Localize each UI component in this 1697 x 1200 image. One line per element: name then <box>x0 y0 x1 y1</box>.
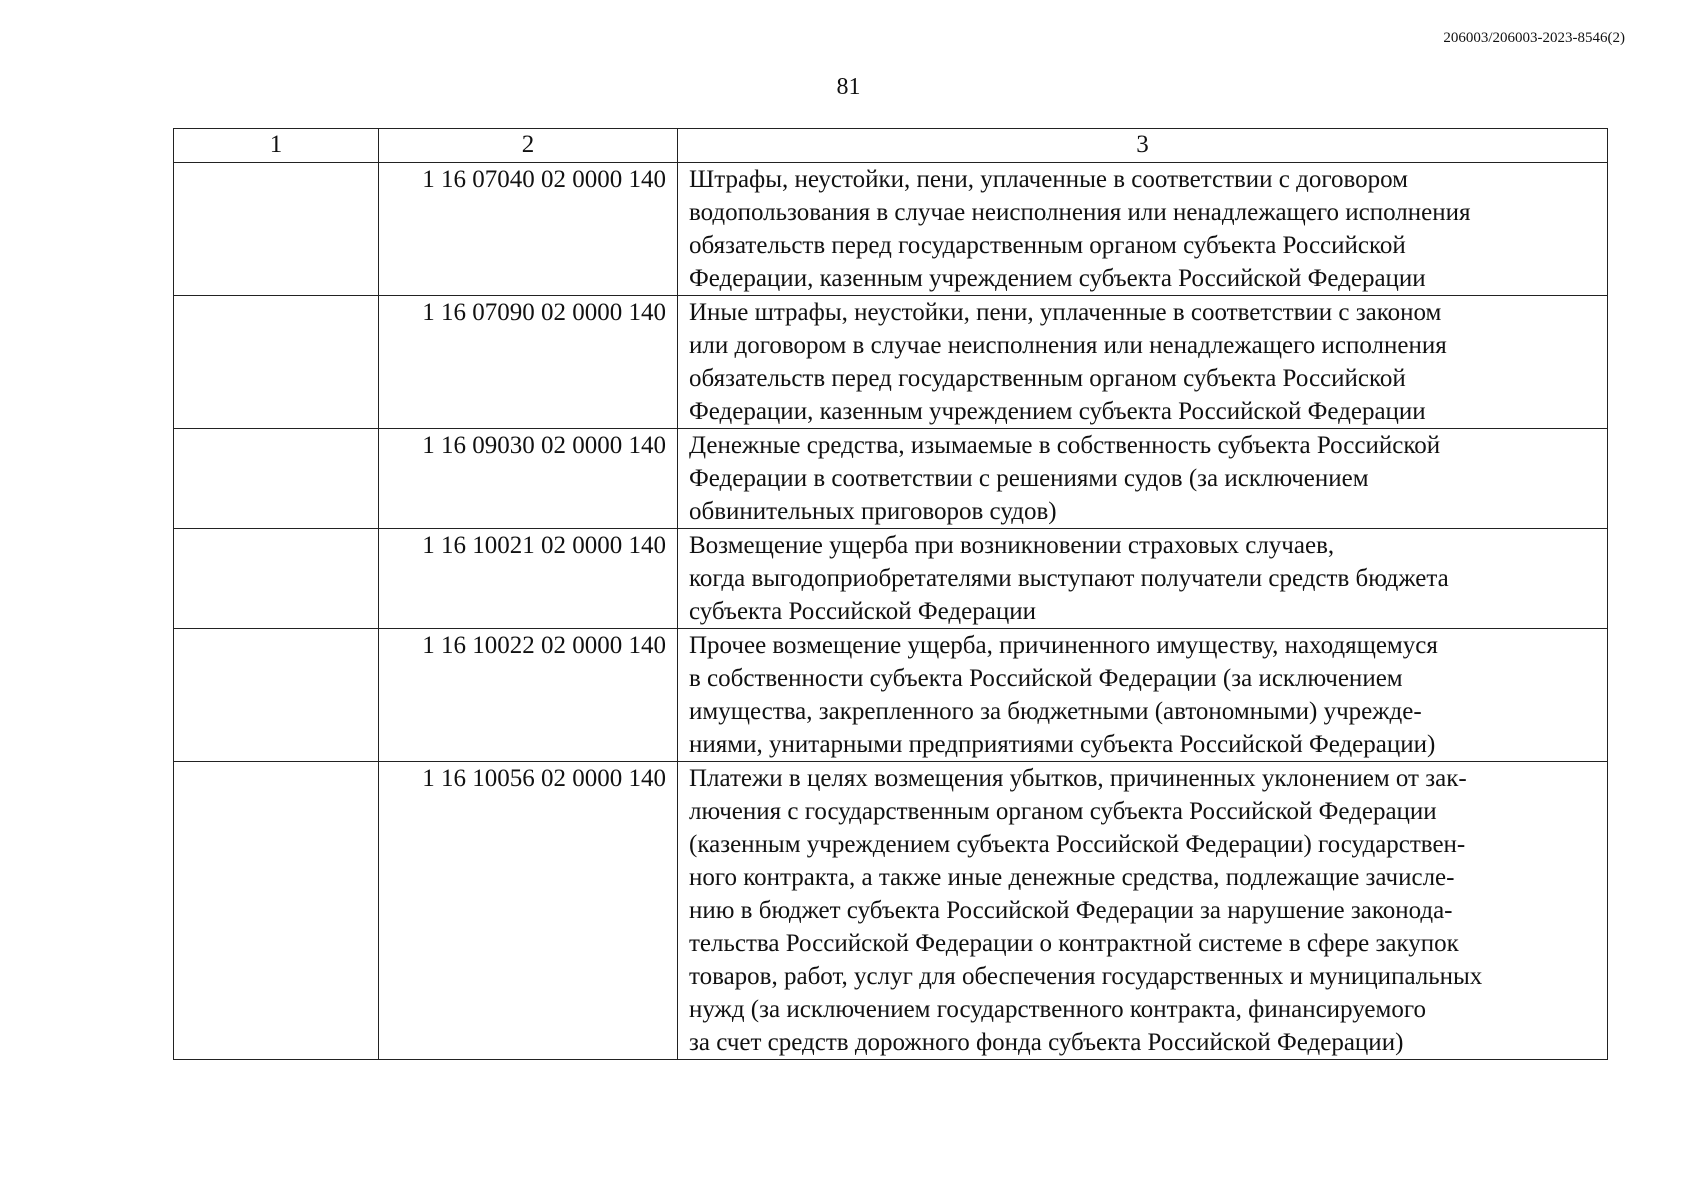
description-cell <box>678 163 1608 296</box>
page-number: 81 <box>836 74 861 100</box>
row-index-cell <box>174 163 379 296</box>
description-line: ного контракта, а также иные денежные средства, подлежащие зачисле- <box>689 864 1455 891</box>
description-line: Штрафы, неустойки, пени, уплаченные в соответствии с договором <box>689 166 1408 193</box>
table-row <box>174 762 1608 1060</box>
description-cell <box>678 296 1608 429</box>
description-line: Федерации, казенным учреждением субъекта Российской Федерации <box>689 265 1426 292</box>
budget-code-cell: 1 16 07040 02 0000 140 <box>379 163 678 296</box>
description-cell <box>678 529 1608 629</box>
description-line: Возмещение ущерба при возникновении страховых случаев, <box>689 532 1335 559</box>
table-body <box>174 163 1608 1060</box>
table-row <box>174 163 1608 296</box>
description-line: лючения с государственным органом субъекта Российской Федерации <box>689 798 1437 825</box>
description-line: тельства Российской Федерации о контрактной системе в сфере закупок <box>689 930 1459 957</box>
description-line: Федерации в соответствии с решениями судов (за исключением <box>689 465 1369 492</box>
description-line: (казенным учреждением субъекта Российской Федерации) государствен- <box>689 831 1466 858</box>
budget-code-cell: 1 16 10021 02 0000 140 <box>379 529 678 629</box>
column-header-3: 3 <box>678 129 1608 163</box>
table-row <box>174 429 1608 529</box>
description-line: в собственности субъекта Российской Федерации (за исключением <box>689 665 1403 692</box>
description-line: водопользования в случае неисполнения или ненадлежащего исполнения <box>689 199 1471 226</box>
description-line: нужд (за исключением государственного контракта, финансируемого <box>689 996 1426 1023</box>
description-line: ниями, унитарными предприятиями субъекта Российской Федерации) <box>689 731 1436 758</box>
row-index-cell <box>174 529 379 629</box>
budget-code-cell: 1 16 10056 02 0000 140 <box>379 762 678 1060</box>
description-line: обязательств перед государственным органом субъекта Российской <box>689 232 1406 259</box>
description-cell <box>678 762 1608 1060</box>
row-index-cell <box>174 762 379 1060</box>
description-line: или договором в случае неисполнения или ненадлежащего исполнения <box>689 332 1447 359</box>
table-row <box>174 529 1608 629</box>
description-line: нию в бюджет субъекта Российской Федерации за нарушение законода- <box>689 897 1453 924</box>
column-header-1: 1 <box>174 129 379 163</box>
budget-code-cell: 1 16 10022 02 0000 140 <box>379 629 678 762</box>
budget-codes-table <box>173 128 1608 1060</box>
row-index-cell <box>174 296 379 429</box>
description-cell <box>678 429 1608 529</box>
description-line: за счет средств дорожного фонда субъекта Российской Федерации) <box>689 1029 1404 1056</box>
row-index-cell <box>174 429 379 529</box>
document-id: 206003/206003-2023-8546(2) <box>1443 30 1625 46</box>
description-line: имущества, закрепленного за бюджетными (автономными) учрежде- <box>689 698 1422 725</box>
table-row <box>174 296 1608 429</box>
description-line: когда выгодоприобретателями выступают получатели средств бюджета <box>689 565 1449 592</box>
description-line: Платежи в целях возмещения убытков, причиненных уклонением от зак- <box>689 765 1467 792</box>
row-index-cell <box>174 629 379 762</box>
description-line: обвинительных приговоров судов) <box>689 498 1057 525</box>
table-header-row <box>174 129 1608 163</box>
description-line: обязательств перед государственным органом субъекта Российской <box>689 365 1406 392</box>
description-line: Прочее возмещение ущерба, причиненного имуществу, находящемуся <box>689 632 1438 659</box>
description-line: Денежные средства, изымаемые в собственность субъекта Российской <box>689 432 1441 459</box>
description-line: Федерации, казенным учреждением субъекта Российской Федерации <box>689 398 1426 425</box>
description-line: субъекта Российской Федерации <box>689 598 1036 625</box>
table-row <box>174 629 1608 762</box>
description-cell <box>678 629 1608 762</box>
column-header-2: 2 <box>379 129 678 163</box>
description-line: Иные штрафы, неустойки, пени, уплаченные в соответствии с законом <box>689 299 1442 326</box>
budget-code-cell: 1 16 07090 02 0000 140 <box>379 296 678 429</box>
description-line: товаров, работ, услуг для обеспечения государственных и муниципальных <box>689 963 1483 990</box>
budget-code-cell: 1 16 09030 02 0000 140 <box>379 429 678 529</box>
